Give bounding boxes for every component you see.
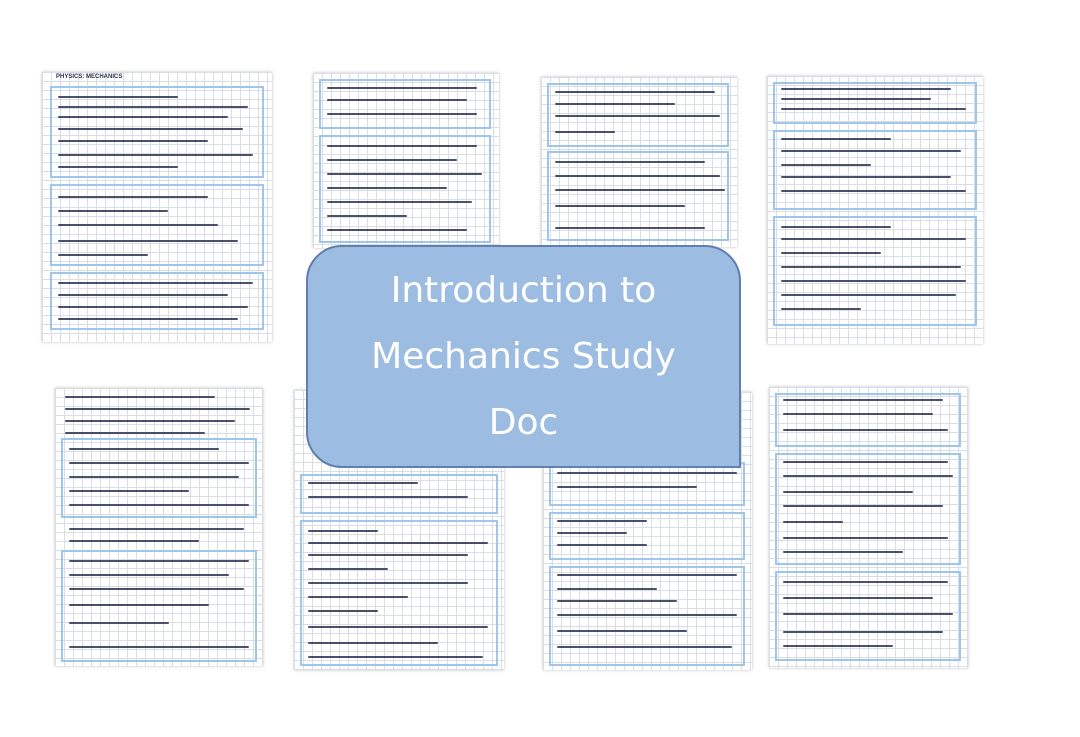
notes-page-8	[769, 387, 968, 668]
handwritten-note-line	[783, 413, 933, 415]
handwritten-note-line	[783, 461, 948, 463]
handwritten-note-line	[58, 196, 208, 198]
handwritten-note-line	[308, 642, 438, 644]
handwritten-note-line	[58, 166, 178, 168]
handwritten-note-line	[781, 238, 966, 240]
handwritten-note-line	[65, 408, 250, 410]
notes-section-box	[775, 571, 961, 661]
handwritten-note-line	[555, 205, 685, 207]
handwritten-note-line	[69, 588, 244, 590]
handwritten-note-line	[65, 396, 215, 398]
handwritten-note-line	[781, 164, 871, 166]
handwritten-note-line	[327, 187, 447, 189]
notes-section-box	[773, 130, 977, 210]
handwritten-note-line	[69, 448, 219, 450]
handwritten-note-line	[58, 294, 228, 296]
handwritten-note-line	[783, 521, 843, 523]
handwritten-note-line	[783, 491, 913, 493]
handwritten-note-line	[308, 568, 388, 570]
notes-page-1	[42, 72, 272, 342]
handwritten-note-line	[781, 88, 951, 90]
handwritten-note-line	[327, 159, 457, 161]
notes-section-box	[775, 393, 961, 447]
handwritten-note-line	[781, 138, 891, 140]
handwritten-note-line	[783, 537, 948, 539]
handwritten-note-line	[308, 656, 483, 658]
handwritten-note-line	[781, 190, 966, 192]
notes-section-box	[775, 453, 961, 565]
handwritten-note-line	[781, 150, 961, 152]
notes-section-box	[50, 86, 264, 178]
handwritten-note-line	[783, 505, 943, 507]
handwritten-note-line	[557, 614, 737, 616]
notes-page-4	[767, 76, 983, 344]
handwritten-note-line	[58, 306, 248, 308]
notes-section-box	[61, 438, 257, 518]
title-banner	[306, 245, 741, 468]
handwritten-note-line	[65, 420, 235, 422]
handwritten-note-line	[555, 189, 725, 191]
handwritten-note-line	[327, 201, 472, 203]
handwritten-note-line	[65, 432, 205, 434]
handwritten-note-line	[555, 227, 705, 229]
handwritten-note-line	[327, 229, 467, 231]
handwritten-note-line	[327, 113, 477, 115]
notes-section-box	[549, 462, 745, 506]
handwritten-note-line	[783, 399, 943, 401]
handwritten-note-line	[69, 604, 209, 606]
handwritten-note-line	[69, 646, 249, 648]
handwritten-note-line	[58, 240, 238, 242]
handwritten-note-line	[555, 131, 615, 133]
notes-page-3	[541, 77, 737, 247]
handwritten-note-line	[58, 282, 253, 284]
handwritten-note-line	[783, 429, 948, 431]
handwritten-note-line	[783, 581, 948, 583]
handwritten-note-line	[557, 646, 732, 648]
handwritten-note-line	[781, 266, 961, 268]
handwritten-note-line	[308, 542, 488, 544]
handwritten-note-line	[327, 215, 407, 217]
handwritten-note-line	[783, 631, 943, 633]
handwritten-note-line	[555, 91, 715, 93]
notes-page-2	[313, 73, 499, 248]
handwritten-note-line	[555, 161, 705, 163]
handwritten-note-line	[555, 115, 720, 117]
handwritten-note-line	[58, 140, 208, 142]
handwritten-note-line	[781, 308, 861, 310]
handwritten-note-line	[69, 504, 249, 506]
handwritten-note-line	[557, 486, 697, 488]
handwritten-note-line	[58, 96, 178, 98]
handwritten-note-line	[557, 532, 627, 534]
handwritten-note-line	[69, 622, 169, 624]
handwritten-note-line	[69, 560, 249, 562]
handwritten-note-line	[781, 252, 881, 254]
handwritten-note-line	[781, 108, 966, 110]
handwritten-note-line	[58, 128, 243, 130]
handwritten-note-line	[69, 528, 244, 530]
handwritten-note-line	[308, 582, 468, 584]
banner-title-line-2: Mechanics Study	[371, 335, 676, 377]
notes-page-5	[55, 388, 263, 666]
handwritten-note-line	[783, 551, 903, 553]
handwritten-note-line	[781, 98, 931, 100]
handwritten-note-line	[58, 116, 228, 118]
handwritten-note-line	[327, 173, 482, 175]
notes-section-box	[50, 272, 264, 330]
handwritten-note-line	[58, 154, 253, 156]
handwritten-note-line	[327, 145, 477, 147]
handwritten-note-line	[58, 210, 168, 212]
notes-section-box	[549, 566, 745, 666]
handwritten-note-line	[58, 254, 148, 256]
handwritten-note-line	[783, 597, 933, 599]
handwritten-note-line	[557, 574, 737, 576]
handwritten-note-line	[557, 544, 647, 546]
handwritten-note-line	[781, 280, 966, 282]
banner-title-line-1: Introduction to	[390, 269, 657, 311]
handwritten-note-line	[69, 462, 249, 464]
handwritten-note-line	[308, 610, 378, 612]
handwritten-note-line	[557, 472, 737, 474]
handwritten-note-line	[308, 596, 408, 598]
handwritten-note-line	[308, 626, 488, 628]
handwritten-note-line	[58, 318, 238, 320]
notes-section-box	[300, 474, 498, 514]
handwritten-note-line	[555, 103, 675, 105]
handwritten-note-line	[69, 574, 229, 576]
page-title: PHYSICS: MECHANICS	[56, 74, 123, 80]
handwritten-note-line	[781, 176, 951, 178]
handwritten-note-line	[781, 226, 891, 228]
handwritten-note-line	[783, 613, 953, 615]
handwritten-note-line	[327, 87, 477, 89]
handwritten-note-line	[557, 600, 677, 602]
handwritten-note-line	[58, 106, 248, 108]
handwritten-note-line	[69, 540, 199, 542]
handwritten-note-line	[327, 99, 467, 101]
handwritten-note-line	[783, 645, 893, 647]
handwritten-note-line	[308, 554, 468, 556]
notes-section-box	[319, 135, 491, 243]
handwritten-note-line	[781, 294, 956, 296]
handwritten-note-line	[557, 520, 647, 522]
handwritten-note-line	[58, 224, 218, 226]
handwritten-note-line	[308, 530, 378, 532]
handwritten-note-line	[783, 475, 953, 477]
handwritten-note-line	[557, 630, 687, 632]
handwritten-note-line	[69, 476, 239, 478]
handwritten-note-line	[308, 496, 468, 498]
handwritten-note-line	[308, 482, 418, 484]
handwritten-note-line	[557, 588, 657, 590]
handwritten-note-line	[555, 175, 720, 177]
banner-title-line-3: Doc	[488, 401, 559, 443]
handwritten-note-line	[69, 490, 189, 492]
